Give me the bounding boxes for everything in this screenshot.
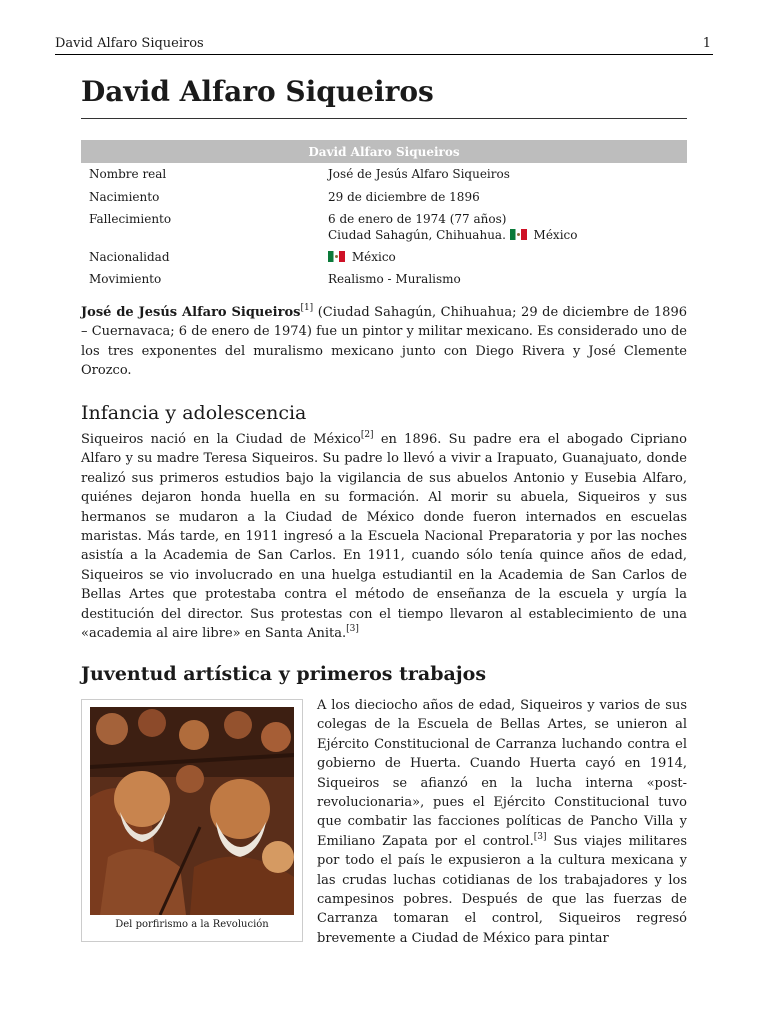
- running-head-title: David Alfaro Siqueiros: [55, 36, 204, 51]
- mexico-flag-icon: [328, 251, 345, 262]
- intro-subject: José de Jesús Alfaro Siqueiros: [81, 305, 301, 320]
- infobox-row: [81, 268, 687, 290]
- infobox-row: [81, 163, 687, 186]
- infobox-label: Fallecimiento: [89, 212, 172, 226]
- infobox-label: Movimiento: [89, 272, 162, 286]
- section-text: A los dieciocho años de edad, Siqueiros y varios de sus colegas de la Escuela de Bellas Artes, se unieron al Ejército Constitucional de Carranza luchando contra el gobierno de Huerta. Cuando Huerta cayó en 1914, Siqueiros se afianzó en la lucha interna «post-revolucionaria», pues el Ejército Constitucional tuvo que combatir las facciones políticas de Pancho Villa y Emiliano Zapata por el control.: [317, 698, 687, 849]
- section-heading-infancia: Infancia y adolescencia: [81, 402, 307, 424]
- section-paragraph: [317, 696, 687, 948]
- infobox: [81, 140, 687, 290]
- section-text: Sus viajes militares por todo el país le expusieron a la cultura mexicana y las crudas luchas cotidianas de los trabajadores y los campesinos pobres. Después de que las fuerzas de Carranza tomaran el control, Siqueiros regresó brevemente a Ciudad de México para pintar: [317, 833, 687, 946]
- infobox-value: 6 de enero de 1974 (77 años): [328, 212, 507, 226]
- infobox-value-group: [320, 208, 687, 246]
- infobox-place: Ciudad Sahagún, Chihuahua.: [328, 228, 506, 242]
- section-text: en 1896. Su padre era el abogado Cipriano Alfaro y su madre Teresa Siqueiros. Su padre lo llevó a vivir a Irapuato, Guanajuato, donde realizó sus primeros estudios bajo la vigilancia de sus abuelos Antonio y Eusebia Alfaro, quiénes dejaron honda huella en su formación. Al morir su abuela, Siqueiros y sus hermanos se mudaron a la Ciudad de México donde fueron internados en escuelas maristas. Más tarde, en 1911 ingresó a la Escuela Nacional Preparatoria y por las noches asistía a la Academia de San Carlos. En 1911, cuando sólo tenía quince años de edad, Siqueiros se vio involucrado en una huelga estudiantil en la Academia de San Carlos de Bellas Artes que protestaba contra el método de enseñanza de la escuela y urgía la destitución del director. Sus protestas con el tiempo llevaron al establecimiento de una «academia al aire libre» en Santa Anita.: [81, 432, 687, 642]
- infobox-value-group: [320, 246, 687, 268]
- figure: [81, 699, 303, 942]
- infobox-value: José de Jesús Alfaro Siqueiros: [328, 167, 510, 181]
- infobox-value: 29 de diciembre de 1896: [328, 190, 480, 204]
- section-text: Siqueiros nació en la Ciudad de México: [81, 432, 361, 447]
- infobox-value: Realismo - Muralismo: [328, 272, 461, 286]
- infobox-country: México: [533, 228, 578, 242]
- infobox-label: Nacionalidad: [89, 250, 170, 264]
- reference-link[interactable]: [1]: [300, 303, 314, 313]
- infobox-heading: David Alfaro Siqueiros: [81, 140, 687, 163]
- section-paragraph: [81, 430, 687, 643]
- infobox-value: México: [351, 250, 396, 264]
- infobox-row: [81, 208, 687, 246]
- reference-link[interactable]: [3]: [346, 624, 359, 635]
- page-title: David Alfaro Siqueiros: [81, 72, 687, 119]
- section-heading-juventud: Juventud artística y primeros trabajos: [81, 663, 487, 685]
- reference-link[interactable]: [3]: [533, 831, 547, 842]
- mexico-flag-icon: [510, 229, 527, 240]
- reference-link[interactable]: [2]: [360, 430, 374, 440]
- intro-paragraph: [81, 303, 687, 381]
- running-head: [55, 36, 713, 55]
- infobox-label: Nacimiento: [89, 190, 160, 204]
- figure-caption: Del porfirismo a la Revolución: [115, 919, 269, 930]
- infobox-row: [81, 246, 687, 268]
- mural-image[interactable]: [90, 707, 294, 915]
- page-number: 1: [702, 36, 711, 51]
- intro-text: (Ciudad Sahagún, Chihuahua; 29 de diciembre de 1896 – Cuernavaca; 6 de enero de 1974) fue un pintor y militar mexicano. Es considerado uno de los tres exponentes del muralismo mexicano junto con Diego Rivera y José Clemente Orozco.: [81, 305, 687, 379]
- infobox-label: Nombre real: [89, 167, 167, 181]
- infobox-row: [81, 186, 687, 208]
- infobox-value-place: [328, 227, 680, 243]
